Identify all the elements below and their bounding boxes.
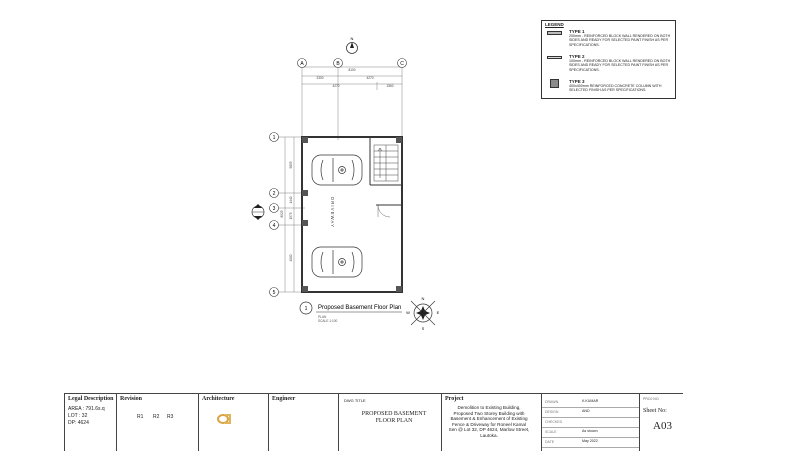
engineer-heading: Engineer	[272, 396, 296, 402]
revision-r1: R1	[137, 414, 144, 420]
info-row-checked	[542, 418, 639, 428]
legend-type3-text: 400x400mm REINFORCED CONCRETE COLUMN WITH SELECTED FINISH AS PER SPECIFICATIONS.	[569, 84, 662, 93]
revision-cell	[117, 394, 199, 451]
info-row-drawn	[542, 398, 639, 408]
dim-top-1: 2300	[316, 76, 324, 80]
plan-title-number: 1	[304, 306, 308, 312]
dwg-title-cell	[339, 394, 442, 451]
dwg-title-text: PROPOSED BASEMENT FLOOR PLAN	[361, 411, 427, 424]
info-scale-label: SCALE	[545, 430, 557, 434]
info-drawn-label: DRAWN	[545, 400, 559, 404]
legal-dp: DP: 4624	[68, 420, 89, 426]
project-no-label: PROJ NO.	[643, 397, 660, 401]
north-marker	[347, 36, 358, 54]
revision-r2: R2	[153, 414, 160, 420]
dim-top-3: 4270	[332, 84, 340, 88]
project-description: Demolition to Existing Building, Proposed Two Storey Building with Basement & Enhancement of Existing Fence & Driveway for Roneel Kamal Sen @ Lot 32, DP 4624, Marlow Street, Lautoka.	[448, 405, 530, 438]
north-label: N	[350, 36, 354, 41]
engineer-cell	[269, 394, 339, 451]
info-row-date	[542, 438, 639, 448]
compass-w: W	[406, 310, 410, 315]
info-date-value: May 2022	[582, 439, 598, 443]
revision-r3: R3	[167, 414, 174, 420]
grid-row-3: 3	[272, 206, 276, 212]
legal-cell	[65, 394, 117, 451]
info-checked-label: CHECKED	[545, 420, 563, 424]
info-row-design	[542, 408, 639, 418]
grid-row-2: 2	[272, 191, 276, 197]
project-heading: Project	[445, 396, 464, 402]
legal-heading: Legal Description	[68, 396, 114, 402]
grid-col-c: C	[400, 61, 404, 67]
sheet-cell	[640, 394, 683, 451]
dim-side-4: 4000	[289, 254, 293, 262]
legend-type2-text: 100mm - REINFORCED BLOCK WALL RENDERED ON BOTH SIDES AND READY FOR SELECTED PAINT FINISH AS PER SPECIFICATIONS.	[569, 59, 671, 72]
dim-top-4: 1560	[386, 84, 394, 88]
grid-column-bubbles	[298, 59, 407, 68]
compass-rose	[406, 296, 440, 331]
staircase	[374, 145, 398, 181]
legend-title: LEGEND	[545, 22, 564, 27]
architect-logo-mark	[225, 414, 231, 424]
compass-n: N	[421, 296, 425, 301]
car-top	[312, 155, 362, 185]
dim-side-3: 1575	[289, 212, 293, 220]
dim-side-total: 8925	[280, 210, 284, 218]
legal-lot: LOT : 32	[68, 413, 88, 419]
dwg-title-label: DWG TITLE	[344, 398, 366, 403]
section-marker	[252, 204, 264, 220]
info-date-label: DATE	[545, 440, 555, 444]
legend-box	[541, 20, 676, 99]
legal-area: AREA : 791.6s.q	[68, 406, 105, 412]
driveway-label: D R I V E W A Y	[330, 197, 335, 227]
info-design-label: DESIGN	[545, 410, 559, 414]
info-design-value: AND	[582, 409, 590, 413]
compass-s: S	[421, 326, 425, 331]
dim-top-total: 8100	[348, 68, 356, 72]
car-bottom	[312, 247, 362, 277]
legend-type2-heading: TYPE 2	[569, 54, 585, 59]
info-drawn-value: K.KUMAR	[582, 399, 599, 403]
grid-row-bubbles	[270, 133, 279, 297]
dim-top-2: 4270	[366, 76, 374, 80]
architecture-cell	[199, 394, 269, 451]
grid-row-1: 1	[272, 135, 276, 141]
plan-title	[300, 302, 402, 323]
info-scale-value: As shown	[582, 429, 598, 433]
sheet-no-label: Sheet No:	[643, 408, 667, 414]
compass-e: E	[436, 310, 440, 315]
architecture-heading: Architecture	[202, 396, 235, 402]
dim-side-1: 5655	[289, 161, 293, 169]
grid-col-b: B	[336, 61, 340, 67]
dim-side-2: 1440	[289, 196, 293, 204]
plan-scale: SCALE 1:100	[318, 319, 338, 323]
revision-heading: Revision	[120, 396, 143, 402]
legend-swatch-type2	[547, 56, 562, 59]
grid-row-4: 4	[272, 223, 276, 229]
grid-col-a: A	[300, 61, 304, 67]
plan-title-text: Proposed Basement Floor Plan	[318, 305, 402, 311]
legend-type1-text: 200mm - REINFORCED BLOCK WALL RENDERED ON BOTH SIDES AND READY FOR SELECTED PAINT FINISH AS PER SPECIFICATIONS.	[569, 34, 671, 47]
project-cell	[442, 394, 542, 451]
sheet-number: A03	[653, 420, 672, 432]
title-block	[64, 393, 683, 451]
info-row-scale	[542, 428, 639, 438]
info-cell	[542, 394, 640, 451]
plan-sub: PLAN	[318, 315, 327, 319]
legend-swatch-type3	[550, 79, 559, 88]
legend-type3-heading: TYPE 3	[569, 79, 585, 84]
legend-type1-heading: TYPE 1	[569, 29, 585, 34]
legend-swatch-type1	[547, 31, 562, 35]
grid-row-5: 5	[272, 290, 276, 296]
